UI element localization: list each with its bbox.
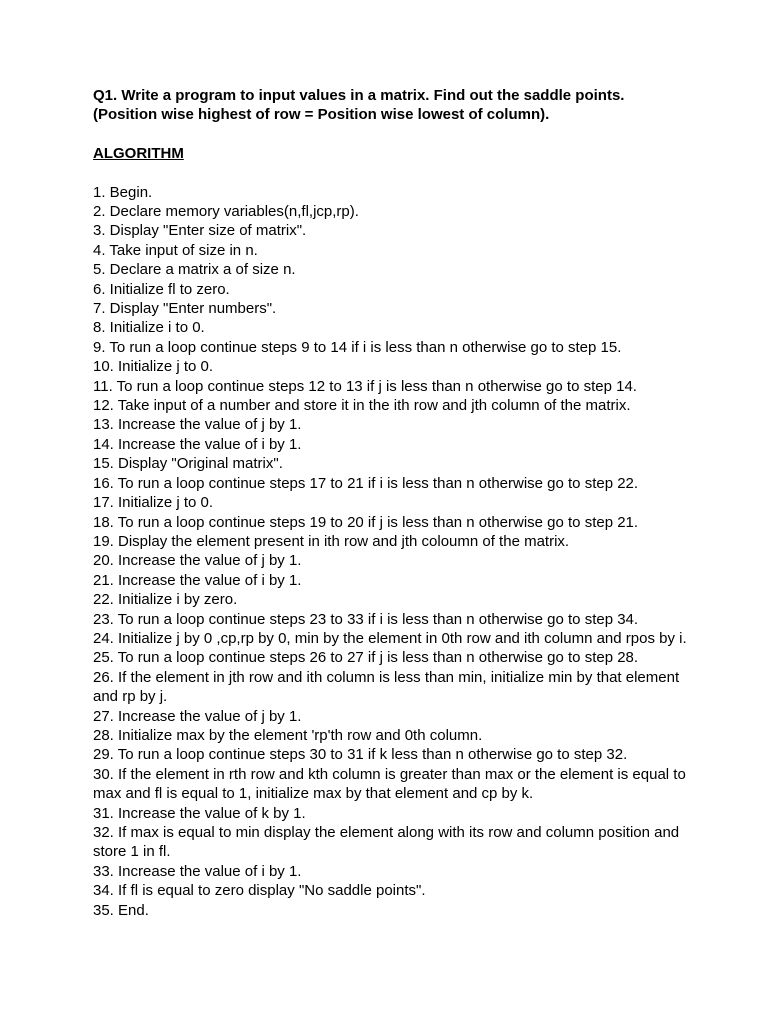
algorithm-step: 34. If fl is equal to zero display "No saddle points". [93,882,426,900]
algorithm-step: 23. To run a loop continue steps 23 to 33 if i is less than n otherwise go to step 34. [93,610,639,628]
algorithm-step: 22. Initialize i by zero. [93,591,238,609]
question-line-2: (Position wise highest of row = Position wise lowest of column). [93,106,550,124]
algorithm-step: 21. Increase the value of i by 1. [93,571,302,589]
algorithm-step: 5. Declare a matrix a of size n. [93,261,296,279]
algorithm-step: 20. Increase the value of j by 1. [93,552,302,570]
algorithm-step: 1. Begin. [93,183,153,201]
algorithm-step: 13. Increase the value of j by 1. [93,416,302,434]
question-text [93,86,693,124]
algorithm-step: 11. To run a loop continue steps 12 to 13 if j is less than n otherwise go to step 14. [93,377,637,395]
document-page [93,86,693,920]
algorithm-steps-list [93,183,693,920]
algorithm-step: 14. Increase the value of i by 1. [93,435,302,453]
algorithm-step: 8. Initialize i to 0. [93,319,205,337]
algorithm-step: 2. Declare memory variables(n,fl,jcp,rp). [93,203,359,221]
algorithm-step: 6. Initialize fl to zero. [93,280,230,298]
algorithm-step: 10. Initialize j to 0. [93,358,214,376]
algorithm-step: 33. Increase the value of i by 1. [93,862,302,880]
algorithm-step: 31. Increase the value of k by 1. [93,804,306,822]
algorithm-step: 9. To run a loop continue steps 9 to 14 if i is less than n otherwise go to step 15. [93,338,622,356]
algorithm-step: 12. Take input of a number and store it in the ith row and jth column of the matrix. [93,397,631,415]
algorithm-heading: ALGORITHM [93,144,184,162]
algorithm-step: 30. If the element in rth row and kth column is greater than max or the element is equal to max and fl is equal to 1, initialize max by that element and cp by k. [93,765,686,803]
algorithm-step: 19. Display the element present in ith row and jth coloumn of the matrix. [93,532,570,550]
algorithm-step: 27. Increase the value of j by 1. [93,707,302,725]
algorithm-step: 17. Initialize j to 0. [93,494,214,512]
algorithm-step: 35. End. [93,901,149,919]
algorithm-step: 28. Initialize max by the element 'rp'th row and 0th column. [93,726,483,744]
algorithm-step: 7. Display "Enter numbers". [93,300,277,318]
algorithm-step: 26. If the element in jth row and ith column is less than min, initialize min by that element and rp by j. [93,668,680,706]
algorithm-step: 4. Take input of size in n. [93,241,258,259]
algorithm-step: 3. Display "Enter size of matrix". [93,222,307,240]
algorithm-step: 18. To run a loop continue steps 19 to 20 if j is less than n otherwise go to step 21. [93,513,639,531]
algorithm-step: 24. Initialize j by 0 ,cp,rp by 0, min by the element in 0th row and ith column and rpos by i. [93,629,687,647]
algorithm-step: 25. To run a loop continue steps 26 to 27 if j is less than n otherwise go to step 28. [93,649,639,667]
question-line-1: Q1. Write a program to input values in a matrix. Find out the saddle points. [93,87,625,104]
algorithm-step: 16. To run a loop continue steps 17 to 21 if i is less than n otherwise go to step 22. [93,474,639,492]
algorithm-step: 32. If max is equal to min display the element along with its row and column position and store 1 in fl. [93,824,680,861]
algorithm-step: 29. To run a loop continue steps 30 to 31 if k less than n otherwise go to step 32. [93,746,628,764]
algorithm-step: 15. Display "Original matrix". [93,455,283,473]
